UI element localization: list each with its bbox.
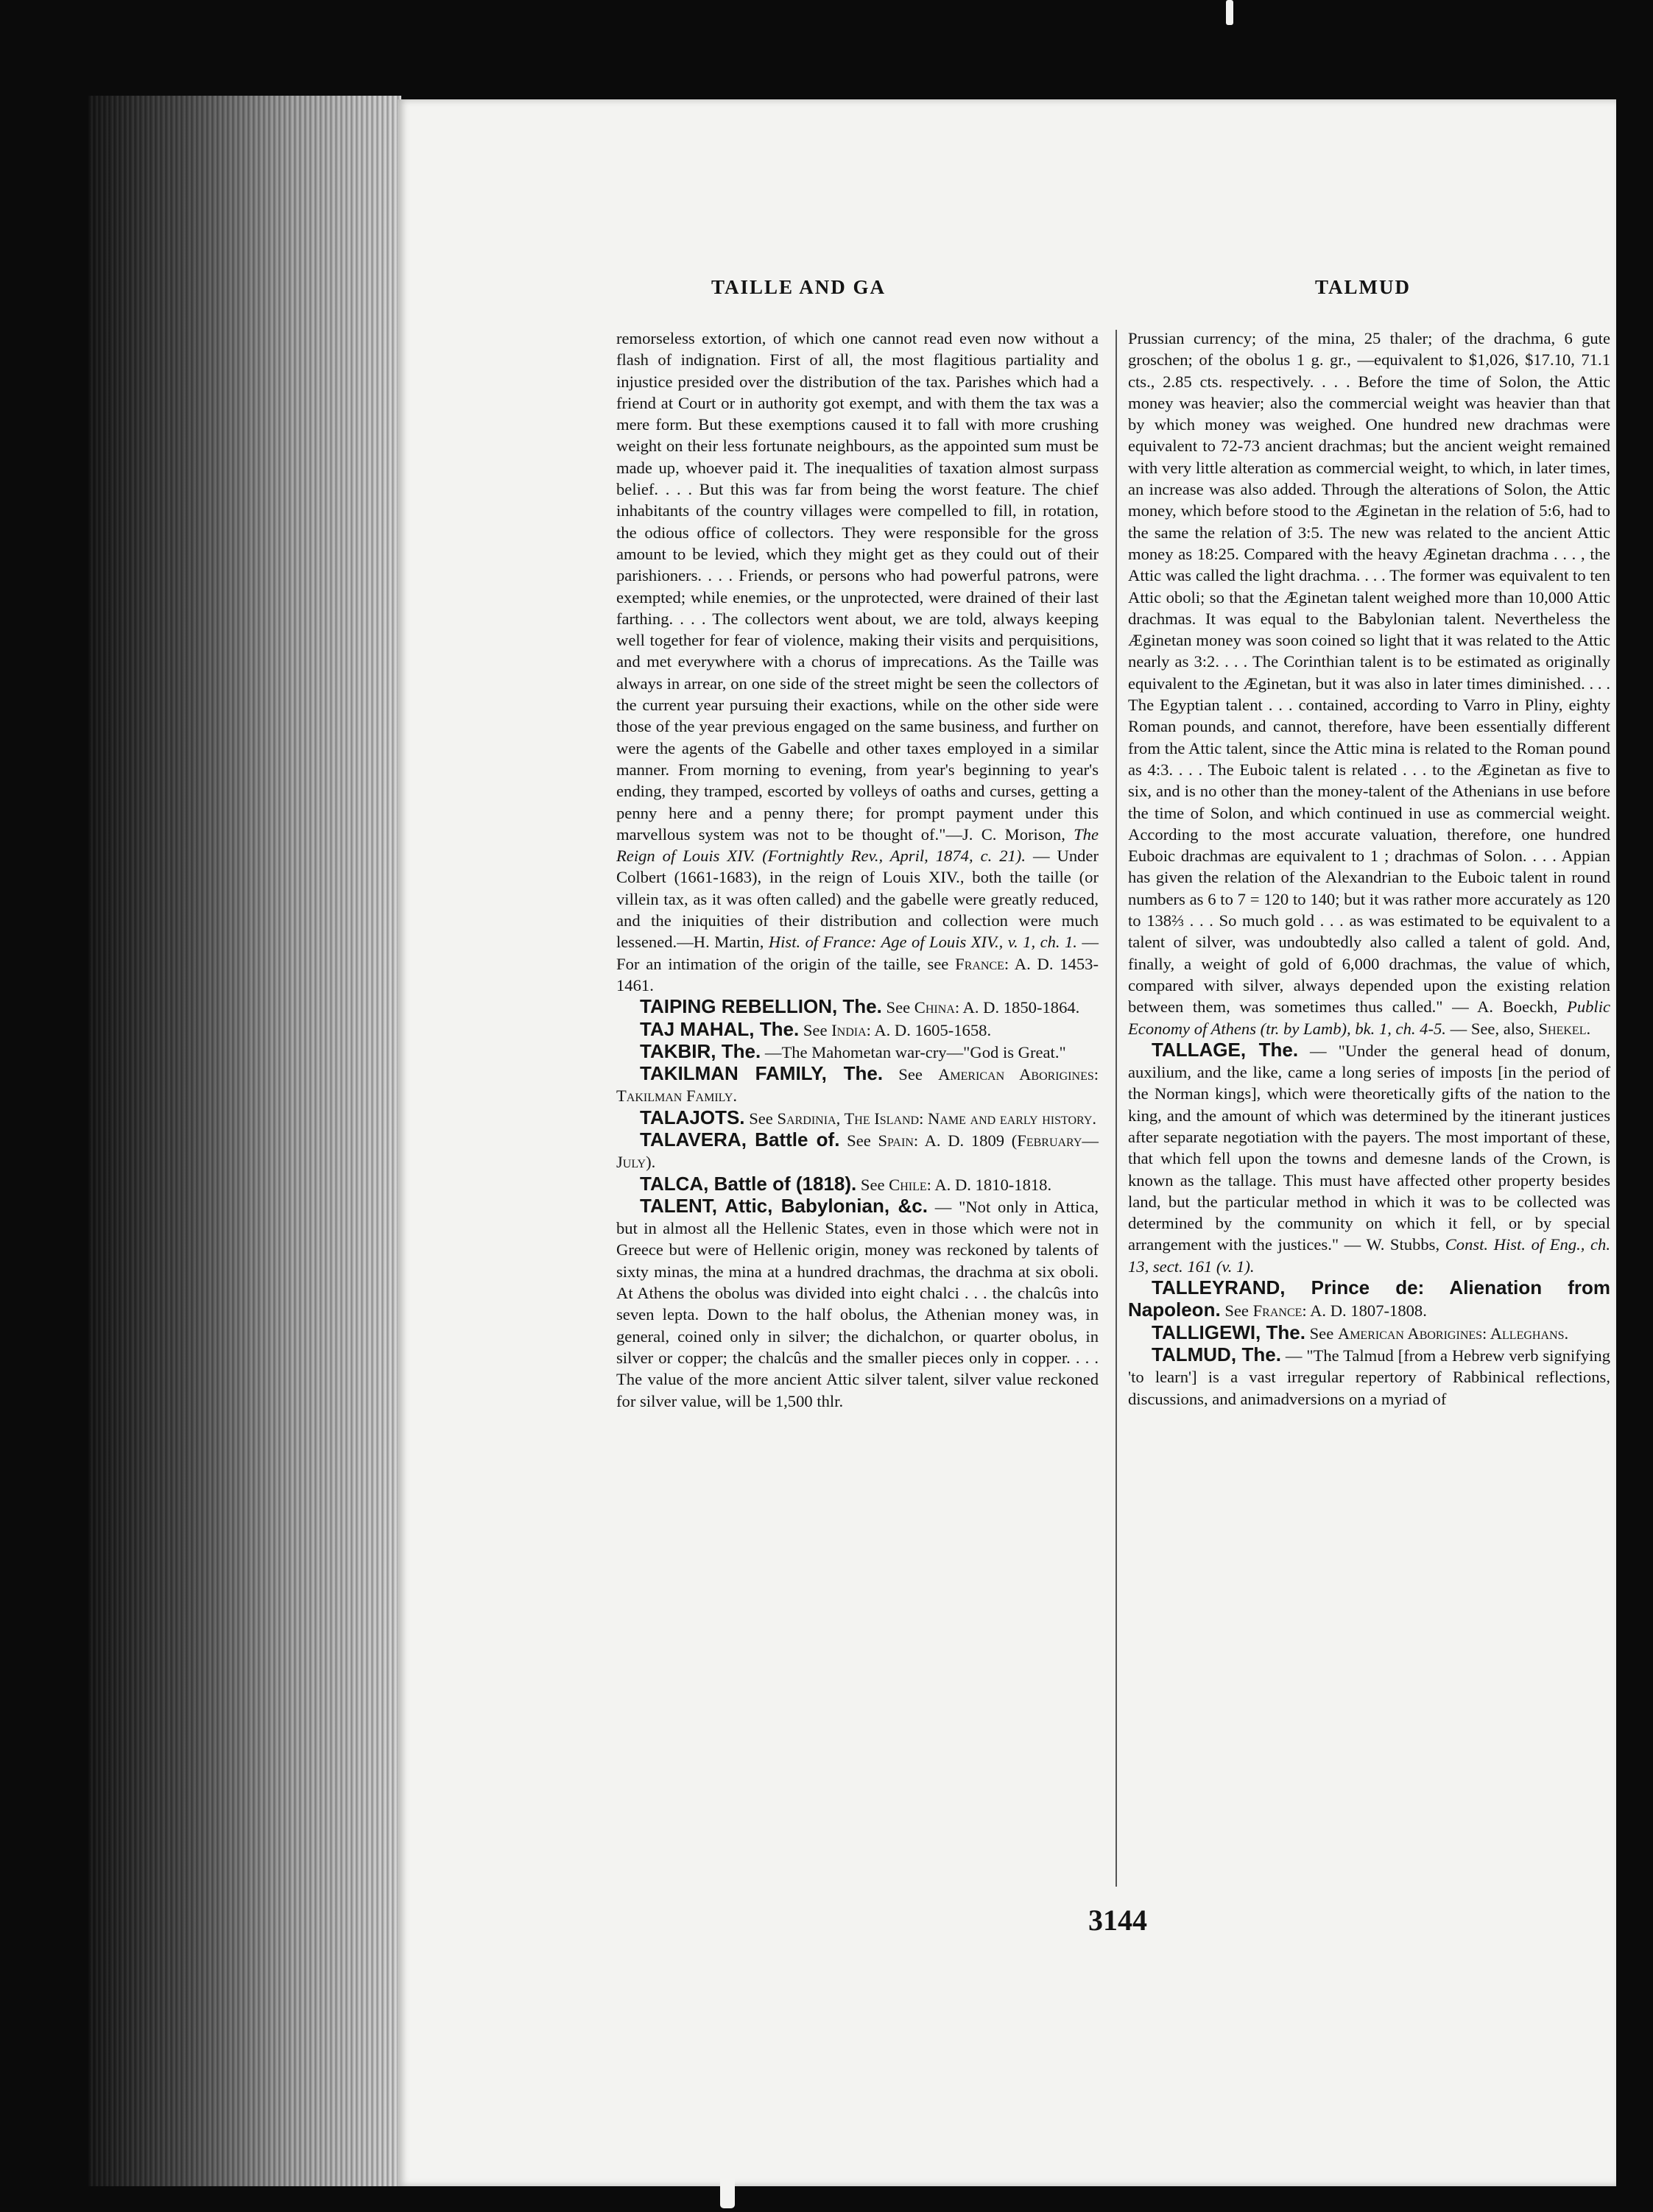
entry	[1128, 1277, 1610, 1322]
entry-text: See	[1224, 1301, 1249, 1321]
cross-reference: American Aborigines: Alleghans.	[1337, 1324, 1569, 1343]
entry-headword: TALLIGEWI, The.	[1152, 1321, 1305, 1343]
paragraph-text: — See, also,	[1450, 1019, 1534, 1038]
entry-headword: TALLEYRAND, Prince de: Alienation from Napoleon.	[1128, 1276, 1610, 1321]
entry-headword: TALAVERA, Battle of.	[640, 1128, 840, 1151]
entry	[1128, 1039, 1610, 1277]
citation: Hist. of France: Age of Louis XIV., v. 1, ch. 1.	[768, 933, 1077, 952]
paragraph	[616, 328, 1099, 996]
cross-reference: France: A. D. 1807-1808.	[1252, 1301, 1427, 1321]
entry-text: — "Under the general head of donum, auxilium, and the like, came a long series of imposts [in the period of the Norman kings], which were theoretically gifts of the nation to the king, and the amount of which was determined by the itinerant justices after separate negotiation with the payers. The most important of these, that which fell upon the towns and demesne lands of the Crown, is known as the tallage. This must have affected other property besides land, but the particular method in which it was to be collected was determined by the community on which it fell, or by special arrangement with the justices." — W. Stubbs,	[1128, 1041, 1610, 1254]
entry-headword: TALENT, Attic, Babylonian, &c.	[640, 1194, 928, 1217]
entry	[616, 1129, 1099, 1173]
entry-text: See	[803, 1020, 828, 1039]
entry-text: See	[749, 1109, 773, 1128]
entry-headword: TALLAGE, The.	[1152, 1038, 1299, 1061]
entry	[1128, 1344, 1610, 1410]
entry-text: See	[847, 1131, 871, 1150]
entry-text: — "Not only in Attica, but in almost all the Hellenic States, even in those which were not in Greece but were of Hellenic origin, money was reckoned by talents of sixty minas, the mina at a hundred drachmas, the drachma at six oboli. At Athens the obolus was divided into eight chalci . . . the chalcûs into seven lepta. Down to the half obolus, the Athenian money was, in general, coined only in silver; the dichalchon, or quarter obolus, in silver or copper; the chalcûs and the smaller pieces only in copper. . . . The value of the more ancient Attic silver talent, silver value reckoned for silver value, will be 1,500 thlr.	[616, 1197, 1099, 1410]
paragraph	[1128, 328, 1610, 1039]
cross-reference: Spain: A. D. 1809 (February—July).	[616, 1131, 1099, 1172]
cross-reference: Chile: A. D. 1810-1818.	[889, 1175, 1052, 1194]
running-head-right: TALMUD	[1315, 276, 1411, 298]
continuation-text: Prussian currency; of the mina, 25 thaler; of the drachma, 6 gute groschen; of the obolus 1 g. gr., —equivalent to $1,026, $17.10, 71.1 cts., 2.85 cts. respectively. . . . Before the time of Solon, the Attic money was heavier; also the commercial weight was heavier than that by which money was weighed. One hundred new drachmas were equivalent to 72-73 ancient drachmas; but the ancient weight remained with very little alteration as commercial weight, to which, in later times, an increase was also added. Through the alterations of Solon, the Attic money, which before stood to the Æginetan in the relation of 5:6, had to the same the relation of 3:5. The new was related to the ancient Attic money as 18:25. Compared with the heavy Æginetan drachma . . . , the Attic was called the light drachma. . . . The former was equivalent to ten Attic oboli; so that the Æginetan talent weighed more than 10,000 Attic drachmas. It was equal to the Babylonian talent. Nevertheless the Æginetan money was soon coined so light that it was related to the Attic nearly as 3:2. . . . The Corinthian talent is to be estimated as originally equivalent to the Æginetan, but it was also in later times diminished. . . . The Egyptian talent . . . contained, according to Varro in Pliny, eighty Roman pounds, and cannot, therefore, have been essentially different from the Attic talent, since the Attic mina is related to the Roman pound as 4:3. . . . The Euboic talent is related . . . to the Æginetan as five to six, and is no other than the money-talent of the Athenians in use before the time of Solon, and which continued in use as commercial weight. According to the most accurate valuation, therefore, one hundred Euboic drachmas are equivalent to 1 ; drachmas of Solon. . . . Appian has given the relation of the Alexandrian to the Euboic talent in round numbers as 6 to 7 = 120 to 140; but it was rather more accurately as 120 to 138⅔ . . . So much gold . . . as was estimated to be equivalent to a talent of silver, was undoubtedly also called a talent of gold. And, finally, a weight of gold of 6,000 drachmas, the value of which, compared with silver, always depended upon the existing relation between them, was sometimes thus called." — A. Boeckh,	[1128, 329, 1610, 1017]
entry-headword: TAIPING REBELLION, The.	[640, 995, 882, 1018]
citation-title: The Reign of Louis XIV.	[616, 824, 1099, 866]
entry	[616, 1107, 1099, 1129]
citation-source: (Fortnightly Rev., April, 1874, c. 21).	[762, 847, 1026, 866]
citation: Public Economy of Athens (tr. by Lamb), bk. 1, ch. 4-5.	[1128, 997, 1610, 1038]
entry	[1128, 1322, 1610, 1344]
entry-headword: TALMUD, The.	[1152, 1343, 1281, 1365]
entry-text: See	[886, 998, 911, 1017]
entry	[616, 1041, 1099, 1063]
left-column	[616, 328, 1099, 1412]
cross-reference: India: A. D. 1605-1658.	[831, 1020, 992, 1039]
cross-reference: American Aborigines: Takilman Family.	[616, 1065, 1099, 1106]
entry-headword: TAJ MAHAL, The.	[640, 1017, 800, 1040]
entry-headword: TAKILMAN FAMILY, The.	[640, 1062, 884, 1085]
entry	[616, 1195, 1099, 1412]
right-column	[1128, 328, 1610, 1410]
cross-reference: China: A. D. 1850-1864.	[914, 998, 1080, 1017]
continuation-text: remorseless extortion, of which one cannot read even now without a flash of indignation. First of all, the most flagitious partiality and injustice presided over the distribution of the tax. Parishes which had a friend at Court or in authority got exempt, and with them the tax was a mere form. But these exemptions caused it to fall with more crushing weight on their less fortunate neighbours, as the appointed sum must be made up, whoever paid it. The inequalities of taxation almost surpass belief. . . . But this was far from being the worst feature. The chief inhabitants of the country villages were compelled to fill, in rotation, the odious office of collectors. They were responsible for the gross amount to be levied, which they might get as they could out of their parishioners. . . . Friends, or persons who had powerful patrons, were exempted; while enemies, or the unprotected, were drained of their last farthing. . . . The collectors went about, we are told, always keeping well together for fear of violence, making their visits and perquisitions, and met everywhere with a chorus of imprecations. As the Taille was always in arrear, on one side of the street might be seen the collectors of the current year pursuing their exactions, while on the other side were those of the year previous engaged on the same business, and further on were the agents of the Gabelle and other taxes employed in a similar manner. From morning to evening, from year's beginning to year's ending, they tramped, escorted by volleys of oaths and curses, getting a penny here and a penny there; for prompt payment under this marvellous system was not to be thought of."—J. C. Morison,	[616, 329, 1099, 844]
page-number: 3144	[1088, 1904, 1147, 1937]
cross-reference: Sardinia, The Island: Name and early history.	[777, 1109, 1097, 1128]
paragraph-text: — For an intimation of the origin of the taille, see	[616, 933, 1099, 973]
paragraph-text: — Under Colbert (1661-1683), in the reign of Louis XIV., both the taille (or villein tax, as it was often called) and the gabelle were greatly reduced, and the iniquities of their distribution and collection were much lessened.—H. Martin,	[616, 847, 1099, 952]
entry-text: — "The Talmud [from a Hebrew verb signifying 'to learn'] is a vast irregular repertory of Rabbinical reflections, discussions, and animadversions on a myriad of	[1128, 1346, 1611, 1408]
entry-text: See	[860, 1175, 885, 1194]
entry	[616, 996, 1099, 1018]
citation: Const. Hist. of Eng., ch. 13, sect. 161 (v. 1).	[1128, 1235, 1610, 1276]
entry	[616, 1019, 1099, 1041]
column-divider	[1115, 330, 1117, 1887]
entry-headword: TALAJOTS.	[640, 1106, 745, 1128]
entry-headword: TAKBIR, The.	[640, 1039, 761, 1062]
entry-text: See	[898, 1065, 923, 1084]
entry-text: See	[1309, 1324, 1334, 1343]
entry	[616, 1063, 1099, 1107]
scan-mark	[1226, 0, 1233, 25]
scan-mark	[720, 2164, 735, 2208]
cross-reference: France: A. D. 1453-1461.	[616, 954, 1099, 994]
page-edge-shadow	[88, 96, 401, 2186]
entry-text: —The Mahometan war-cry—"God is Great."	[764, 1042, 1066, 1061]
entry	[616, 1173, 1099, 1195]
cross-reference: Shekel.	[1538, 1019, 1591, 1038]
running-head-left: TAILLE AND GA	[711, 276, 887, 298]
entry-headword: TALCA, Battle of (1818).	[640, 1172, 857, 1195]
